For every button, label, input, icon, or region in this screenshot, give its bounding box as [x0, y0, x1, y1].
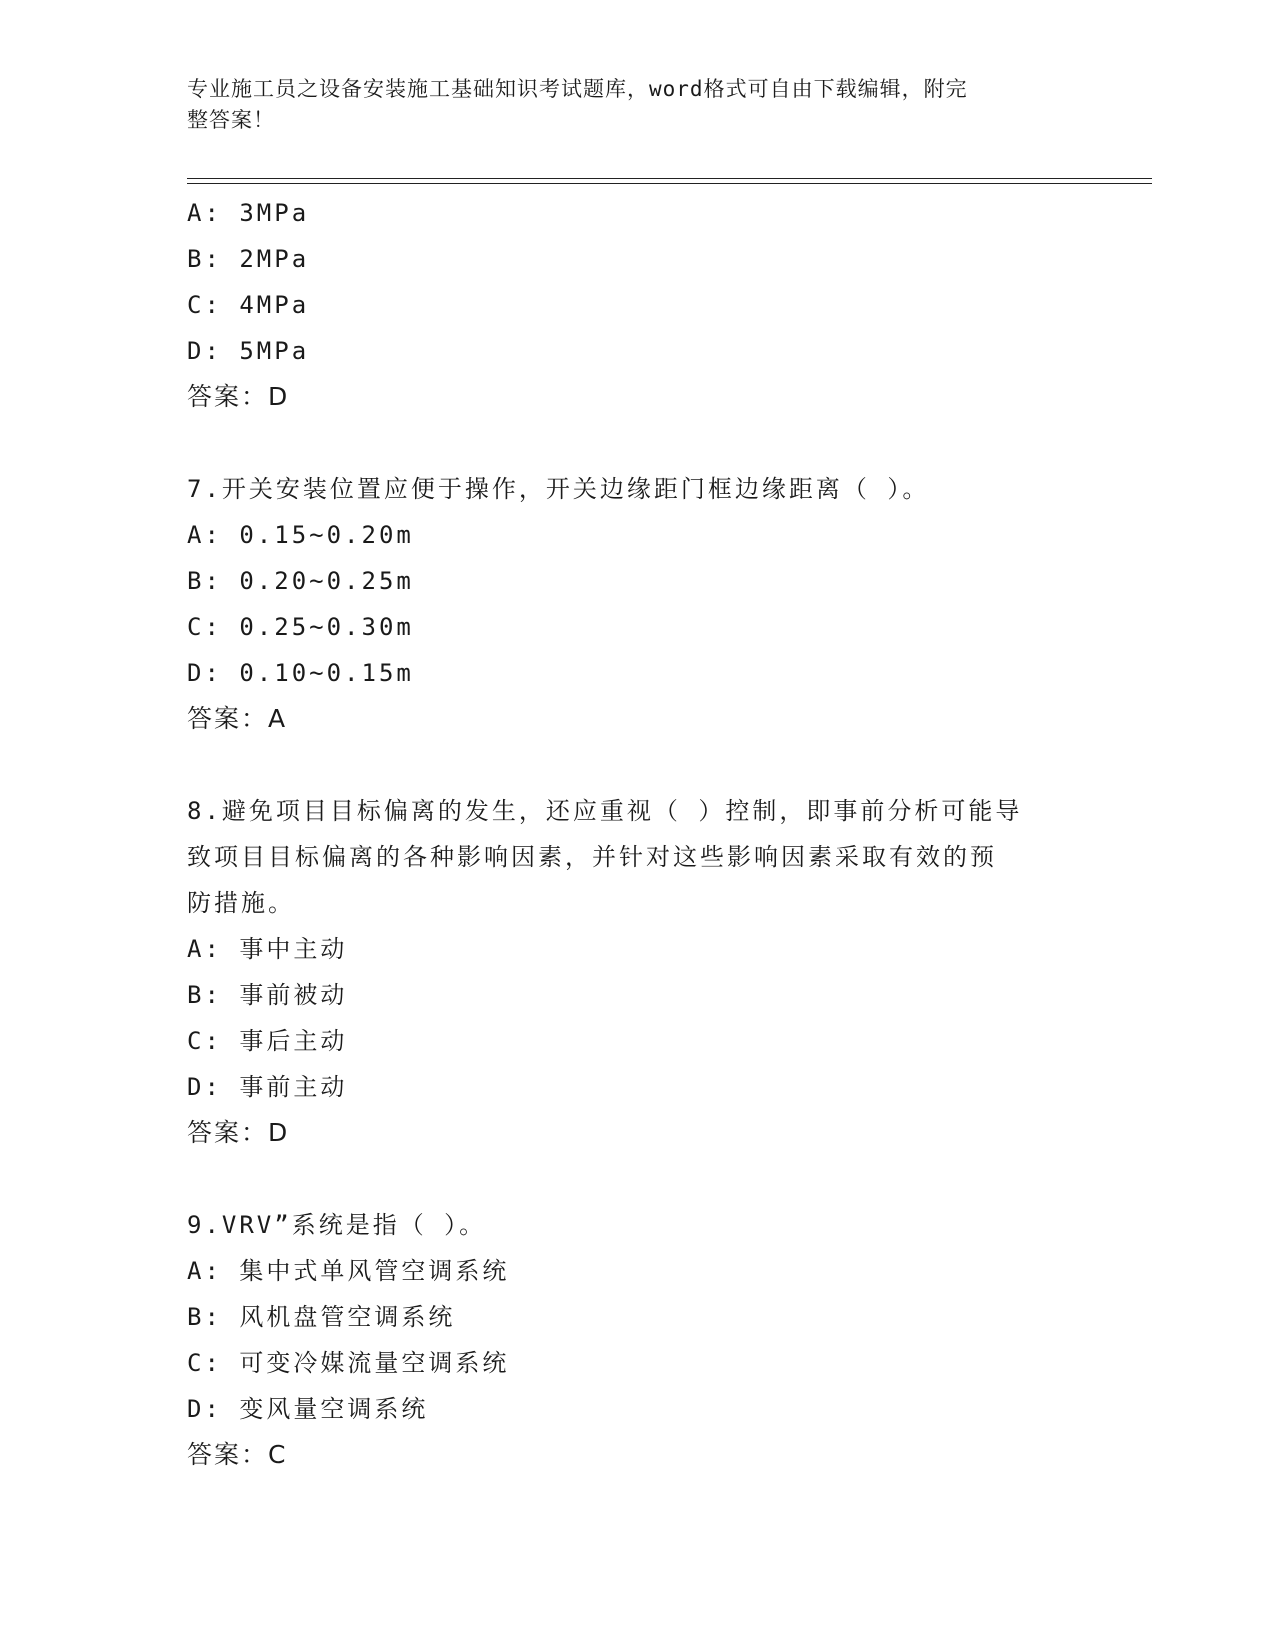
question-stem-line-3: 防措施。	[187, 889, 295, 917]
question-block-6	[187, 190, 1087, 420]
question-block-7	[187, 466, 1087, 742]
question-stem: 9.VRV”系统是指（ ）。	[187, 1211, 487, 1239]
option-c: C: 4MPa	[187, 291, 310, 319]
spacer	[187, 420, 1087, 466]
option-d: D: 变风量空调系统	[187, 1395, 429, 1423]
question-block-9	[187, 1202, 1087, 1478]
option-b: B: 风机盘管空调系统	[187, 1303, 456, 1331]
document-header	[187, 74, 1067, 136]
option-a: A: 集中式单风管空调系统	[187, 1257, 510, 1285]
option-a: A: 事中主动	[187, 935, 348, 963]
answer-line: 答案：C	[187, 1440, 288, 1469]
header-line-1: 专业施工员之设备安装施工基础知识考试题库，word格式可自由下载编辑，附完	[187, 77, 968, 101]
question-list	[187, 190, 1087, 1478]
option-d: D: 5MPa	[187, 337, 310, 365]
option-b: B: 事前被动	[187, 981, 348, 1009]
option-a: A: 3MPa	[187, 199, 310, 227]
question-stem-line-2: 致项目目标偏离的各种影响因素，并针对这些影响因素采取有效的预	[187, 843, 997, 871]
question-block-8	[187, 788, 1087, 1156]
option-d: D: 0.10~0.15m	[187, 659, 414, 687]
answer-line: 答案：D	[187, 382, 290, 411]
header-divider-bottom	[187, 183, 1152, 184]
spacer	[187, 742, 1087, 788]
option-b: B: 2MPa	[187, 245, 310, 273]
option-c: C: 事后主动	[187, 1027, 348, 1055]
answer-line: 答案：A	[187, 704, 288, 733]
question-stem: 7.开关安装位置应便于操作，开关边缘距门框边缘距离（ ）。	[187, 475, 930, 503]
spacer	[187, 1156, 1087, 1202]
option-b: B: 0.20~0.25m	[187, 567, 414, 595]
header-line-2: 整答案！	[187, 108, 275, 132]
option-d: D: 事前主动	[187, 1073, 348, 1101]
option-c: C: 0.25~0.30m	[187, 613, 414, 641]
header-divider-top	[187, 178, 1152, 179]
option-c: C: 可变冷媒流量空调系统	[187, 1349, 510, 1377]
answer-line: 答案：D	[187, 1118, 290, 1147]
question-stem-line-1: 8.避免项目目标偏离的发生，还应重视（ ）控制，即事前分析可能导	[187, 797, 1023, 825]
option-a: A: 0.15~0.20m	[187, 521, 414, 549]
